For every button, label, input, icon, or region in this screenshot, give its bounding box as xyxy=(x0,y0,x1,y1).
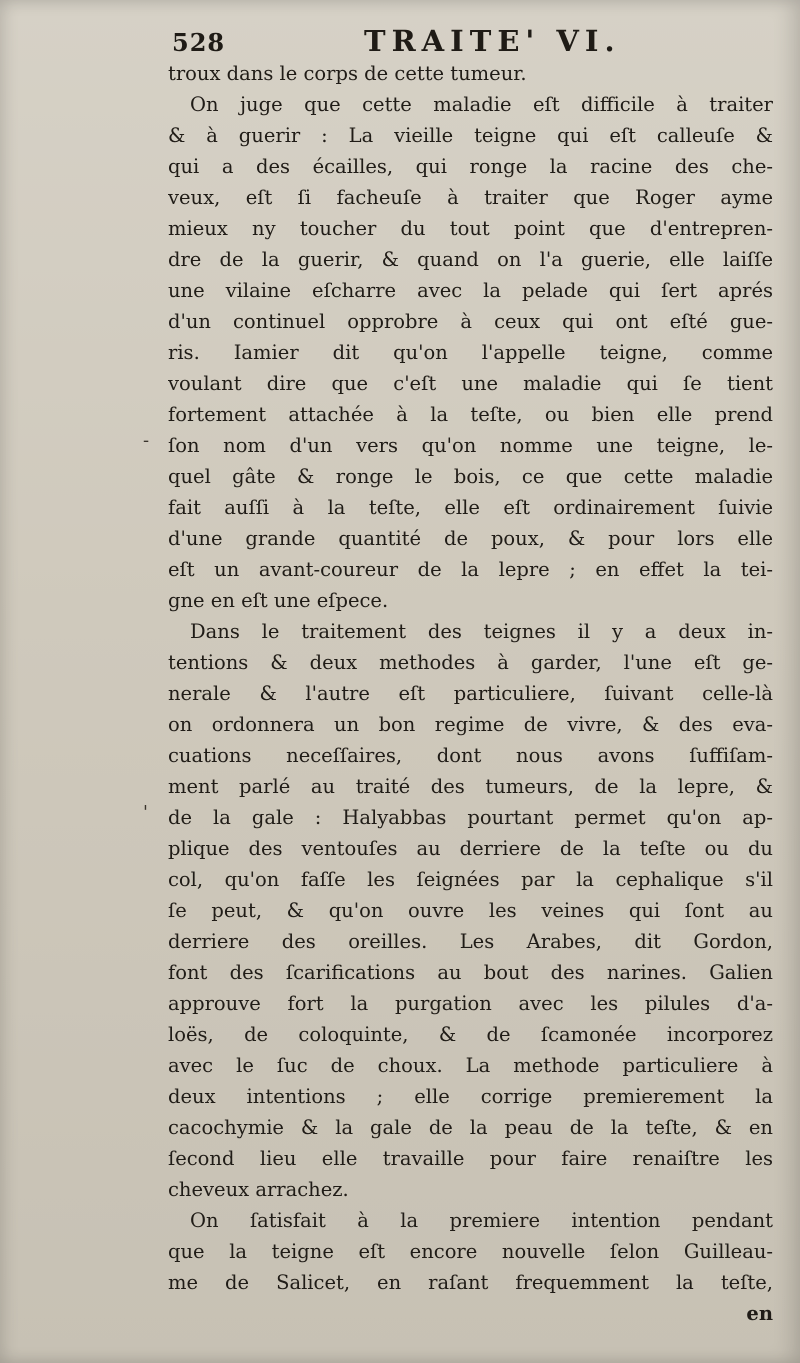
text-line: d'un continuel opprobre à ceux qui ont eſté gue- xyxy=(168,310,773,333)
text-line: col, qu'on faſſe les ſeignées par la cephalique s'il xyxy=(168,868,773,891)
text-line: derriere des oreilles. Les Arabes, dit Gordon, xyxy=(168,930,773,953)
text-line: On juge que cette maladie eſt difficile à traiter xyxy=(190,93,773,116)
text-line: cuations neceſſaires, dont nous avons ſuffiſam- xyxy=(168,744,773,767)
text-line: en xyxy=(746,1302,773,1325)
margin-mark: - xyxy=(143,430,150,451)
text-line: plique des ventouſes au derriere de la teſte ou du xyxy=(168,837,773,860)
text-line: mieux ny toucher du tout point que d'entrepren- xyxy=(168,217,773,240)
text-line: me de Salicet, en raſant frequemment la teſte, xyxy=(168,1271,773,1294)
page-number: 528 xyxy=(172,28,226,57)
text-line: quel gâte & ronge le bois, ce que cette maladie xyxy=(168,465,773,488)
text-line: cacochymie & la gale de la peau de la teſte, & en xyxy=(168,1116,773,1139)
text-line: ſon nom d'un vers qu'on nomme une teigne, le- xyxy=(168,434,773,457)
text-line: veux, eſt ſi facheuſe à traiter que Roger ayme xyxy=(168,186,773,209)
text-line: cheveux arrachez. xyxy=(168,1178,349,1201)
text-line: avec le ſuc de choux. La methode particuliere à xyxy=(168,1054,773,1077)
text-line: on ordonnera un bon regime de vivre, & des eva- xyxy=(168,713,773,736)
text-line: & à guerir : La vieille teigne qui eſt calleuſe & xyxy=(168,124,773,147)
text-line: fait auſſi à la teſte, elle eſt ordinairement ſuivie xyxy=(168,496,773,519)
text-line: loës, de coloquinte, & de ſcamonée incorporez xyxy=(168,1023,773,1046)
text-line: ſecond lieu elle travaille pour faire renaiſtre les xyxy=(168,1147,773,1170)
text-line: troux dans le corps de cette tumeur. xyxy=(168,62,527,85)
text-line: ment parlé au traité des tumeurs, de la lepre, & xyxy=(168,775,773,798)
text-line: d'une grande quantité de poux, & pour lors elle xyxy=(168,527,773,550)
text-line: qui a des écailles, qui ronge la racine des che- xyxy=(168,155,773,178)
text-line: Dans le traitement des teignes il y a deux in- xyxy=(190,620,773,643)
running-head: TRAITE' VI. xyxy=(364,24,621,58)
margin-mark: ' xyxy=(143,802,148,823)
text-line: dre de la guerir, & quand on l'a guerie, elle laiſſe xyxy=(168,248,773,271)
text-line: que la teigne eſt encore nouvelle ſelon Guilleau- xyxy=(168,1240,773,1263)
text-line: tentions & deux methodes à garder, l'une eſt ge- xyxy=(168,651,773,674)
body-text xyxy=(168,58,773,1329)
text-line: deux intentions ; elle corrige premierement la xyxy=(168,1085,773,1108)
text-line: On ſatisfait à la premiere intention pendant xyxy=(190,1209,773,1232)
text-line: de la gale : Halyabbas pourtant permet qu'on ap- xyxy=(168,806,773,829)
text-line: approuve fort la purgation avec les pilules d'a- xyxy=(168,992,773,1015)
text-line: nerale & l'autre eſt particuliere, ſuivant celle-là xyxy=(168,682,773,705)
text-line: eſt un avant-coureur de la lepre ; en effet la tei- xyxy=(168,558,773,581)
text-line: gne en eſt une eſpece. xyxy=(168,589,389,612)
page-header xyxy=(172,24,772,58)
text-line: font des ſcarifications au bout des narines. Galien xyxy=(168,961,773,984)
text-line: une vilaine eſcharre avec la pelade qui ſert aprés xyxy=(168,279,773,302)
text-line: fortement attachée à la teſte, ou bien elle prend xyxy=(168,403,773,426)
text-line: voulant dire que c'eſt une maladie qui ſe tient xyxy=(168,372,773,395)
text-line: ſe peut, & qu'on ouvre les veines qui ſont au xyxy=(168,899,773,922)
text-line: ris. Iamier dit qu'on l'appelle teigne, comme xyxy=(168,341,773,364)
